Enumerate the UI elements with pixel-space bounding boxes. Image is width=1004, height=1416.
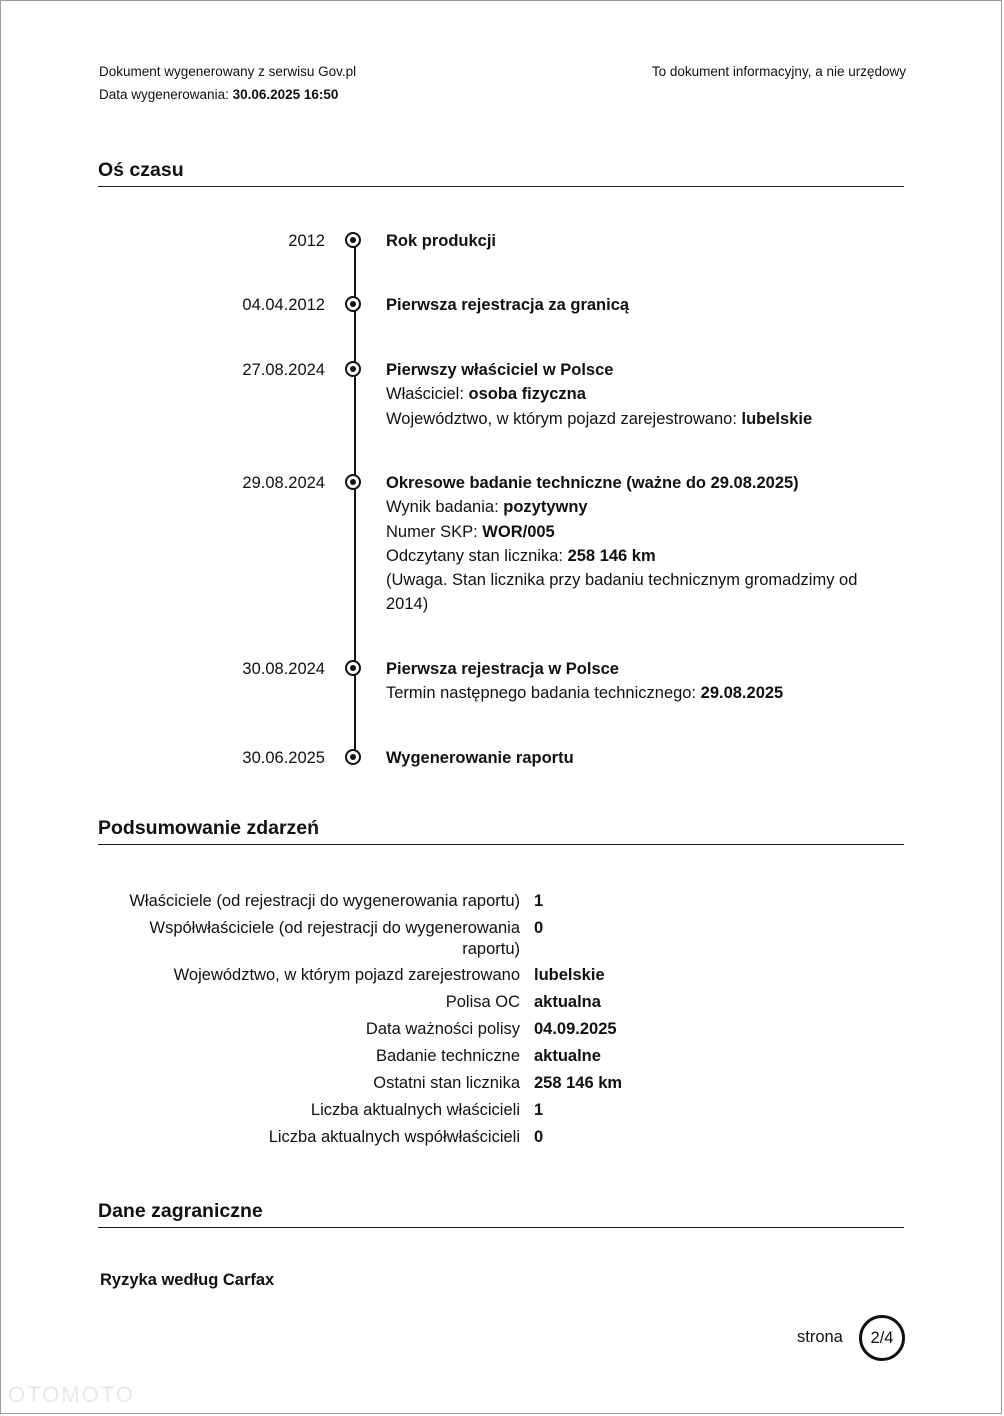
timeline-event-detail [386,568,876,617]
summary-value: aktualne [534,1047,601,1065]
summary-label: Ostatni stan licznika [373,1074,520,1092]
carfax-risks-title: Ryzyka według Carfax [100,1271,275,1289]
timeline-event-date: 30.08.2024 [242,660,325,678]
summary-label: Województwo, w którym pojazd zarejestrowano [173,966,520,984]
timeline-event-detail [386,520,876,544]
timeline-marker-icon [345,232,361,248]
watermark-logo: OTOMOTO [8,1382,135,1407]
summary-value: 1 [534,892,544,910]
timeline-event-detail [386,544,876,568]
detail-value: 29.08.2025 [700,684,784,703]
detail-label: Odczytany stan licznika: [386,546,568,565]
detail-label: Numer SKP: [386,522,483,541]
timeline-event-content [386,229,876,253]
timeline-event-date: 29.08.2024 [242,474,325,492]
timeline-event-date: 27.08.2024 [242,361,325,379]
summary-label: Liczba aktualnych właścicieli [310,1101,520,1119]
summary-label: Współwłaściciele (od rejestracji do wygenerowania raportu) [149,919,520,958]
detail-value: lubelskie [741,409,813,428]
header-source: Dokument wygenerowany z serwisu Gov.pl [99,64,357,79]
timeline-event-detail [386,681,876,705]
summary-value: 258 146 km [534,1074,623,1092]
timeline-event-date: 30.06.2025 [242,749,325,767]
generated-label: Data wygenerowania: [99,87,229,102]
timeline-axis [354,240,356,758]
detail-label: (Uwaga. Stan licznika przy badaniu technicznym gromadzimy od 2014) [386,571,858,614]
timeline-event-title: Pierwsza rejestracja za granicą [386,296,630,314]
timeline-event-title: Pierwszy właściciel w Polsce [386,361,614,379]
timeline-marker-icon [345,361,361,377]
detail-value: pozytywny [503,498,588,517]
timeline-marker-icon [345,296,361,312]
summary-value: 0 [534,1128,544,1146]
timeline-marker-icon [345,660,361,676]
summary-value: aktualna [534,993,601,1011]
page-label: strona [797,1328,843,1346]
summary-heading: Podsumowanie zdarzeń [98,817,904,845]
summary-label: Właściciele (od rejestracji do wygenerowania raportu) [129,892,520,910]
timeline-event-detail [386,382,876,406]
timeline-event-detail [386,495,876,519]
page-number-badge [859,1315,905,1361]
timeline-marker-icon [345,474,361,490]
summary-label: Polisa OC [445,993,520,1011]
timeline-event-title: Okresowe badanie techniczne (ważne do 29.08.2025) [386,474,799,492]
timeline-event-date: 2012 [288,232,325,250]
header-left [99,60,356,106]
timeline-event-title: Pierwsza rejestracja w Polsce [386,660,619,678]
generated-value: 30.06.2025 16:50 [232,87,339,102]
page-number: 2/4 [870,1328,894,1347]
detail-label: Województwo, w którym pojazd zarejestrowano: [386,409,742,428]
timeline-event-title: Rok produkcji [386,232,497,250]
header-disclaimer: To dokument informacyjny, a nie urzędowy [651,64,906,79]
header-generated [99,83,356,106]
detail-label: Właściciel: [386,385,469,404]
summary-label: Badanie techniczne [375,1047,520,1065]
timeline-event-content [386,746,876,770]
detail-value: osoba fizyczna [468,385,586,404]
timeline-event-content [386,471,876,617]
detail-label: Termin następnego badania technicznego: [386,684,701,703]
summary-value: 1 [534,1101,544,1119]
timeline-heading: Oś czasu [98,159,904,187]
timeline-event-content [386,358,876,431]
summary-label: Liczba aktualnych współwłaścicieli [268,1128,520,1146]
timeline-event-content [386,657,876,706]
timeline-event-content [386,293,876,317]
summary-value: 0 [534,919,544,937]
timeline-event-date: 04.04.2012 [242,296,325,314]
timeline-event-title: Wygenerowanie raportu [386,749,574,767]
detail-label: Wynik badania: [386,498,504,517]
timeline-event-detail [386,407,876,431]
summary-label: Data ważności polisy [365,1020,520,1038]
summary-value: 04.09.2025 [534,1020,617,1038]
detail-value: WOR/005 [482,522,555,541]
foreign-heading: Dane zagraniczne [98,1200,904,1228]
summary-value: lubelskie [534,966,605,984]
detail-value: 258 146 km [567,546,656,565]
timeline-marker-icon [345,749,361,765]
